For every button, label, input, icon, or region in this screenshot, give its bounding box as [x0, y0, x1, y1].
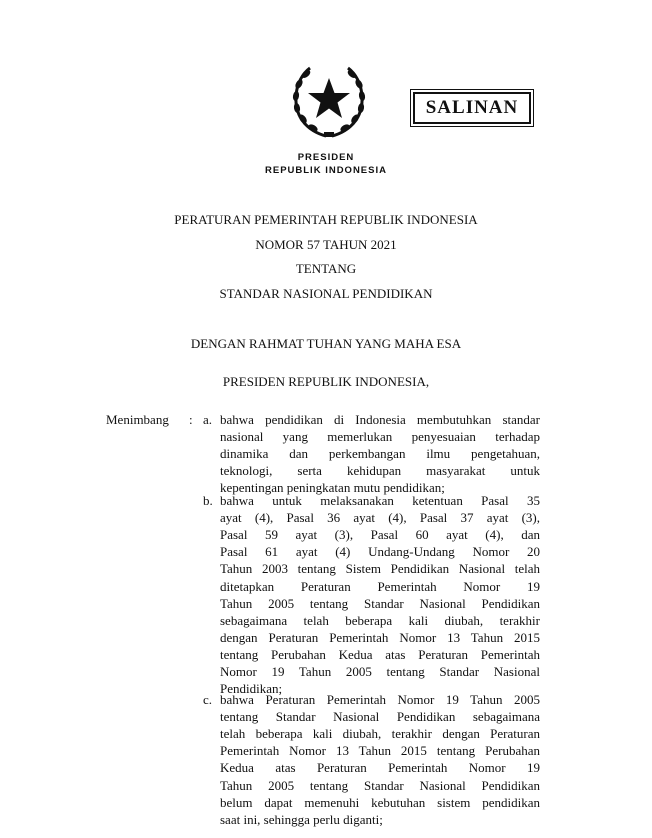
considering-item-line: dinamika dan perkembangan ilmu pengetahuan, — [220, 446, 540, 462]
considering-item-line: Tahun 2003 tentang Sistem Pendidikan Nasional telah — [220, 561, 540, 577]
considering-item-marker: b. — [203, 493, 213, 508]
considering-item-line: belum dapat memenuhi kebutuhan sistem pendidikan — [220, 794, 540, 810]
considering-item-line: sebagaimana telah beberapa kali diubah, terakhir — [220, 612, 540, 628]
considering-item-line: Pasal 59 ayat (3), Pasal 60 ayat (4), dan — [220, 527, 540, 543]
republic-label: REPUBLIK INDONESIA — [265, 165, 387, 176]
considering-colon: : — [189, 412, 193, 427]
considering-item-marker: a. — [203, 412, 213, 427]
considering-item-line: Tahun 2005 tentang Standar Nasional Pendidikan — [220, 777, 540, 793]
regulation-title: PERATURAN PEMERINTAH REPUBLIK INDONESIA — [174, 212, 478, 227]
considering-item-line: saat ini, sehingga perlu diganti; — [220, 811, 383, 827]
considering-item-line: telah beberapa kali diubah, terakhir dengan Peraturan — [220, 726, 540, 742]
regulation-about: TENTANG — [295, 261, 357, 276]
president-label: PRESIDEN — [297, 152, 355, 163]
considering-item-line: tentang Perubahan Kedua atas Peraturan Pemerintah — [220, 646, 540, 662]
considering-label: Menimbang — [106, 412, 169, 427]
considering-item-line: bahwa pendidikan di Indonesia membutuhkan standar — [220, 412, 540, 427]
salinan-stamp: SALINAN — [413, 92, 531, 124]
considering-item-line: tentang Standar Nasional Pendidikan sebagaimana — [220, 709, 540, 725]
considering-item-line: bahwa untuk melaksanakan ketentuan Pasal 35 — [220, 493, 540, 508]
regulation-subject: STANDAR NASIONAL PENDIDIKAN — [219, 286, 433, 301]
considering-item-line: Tahun 2005 tentang Standar Nasional Pendidikan — [220, 595, 540, 611]
considering-item-line: Pemerintah Nomor 13 Tahun 2015 tentang Perubahan — [220, 743, 540, 759]
considering-item-line: kepentingan peningkatan mutu pendidikan; — [220, 480, 445, 496]
considering-item-line: Kedua atas Peraturan Pemerintah Nomor 19 — [220, 760, 540, 776]
blessing-line: DENGAN RAHMAT TUHAN YANG MAHA ESA — [190, 336, 462, 351]
considering-item-marker: c. — [203, 692, 213, 707]
considering-item-line: Pasal 61 ayat (4) Undang-Undang Nomor 20 — [220, 544, 540, 560]
considering-item-line: dengan Peraturan Pemerintah Nomor 13 Tahun 2015 — [220, 629, 540, 645]
considering-item-line: teknologi, serta kehidupan masyarakat untuk — [220, 463, 540, 479]
considering-item-line: Nomor 19 Tahun 2005 tentang Standar Nasional — [220, 664, 540, 679]
regulation-number: NOMOR 57 TAHUN 2021 — [255, 237, 397, 252]
national-emblem-icon — [288, 58, 370, 140]
considering-item-line: Pendidikan; — [220, 681, 283, 697]
issuer-line: PRESIDEN REPUBLIK INDONESIA, — [222, 374, 430, 389]
considering-item-line: ayat (4), Pasal 36 ayat (4), Pasal 37 ayat (3), — [220, 510, 540, 526]
considering-item-line: bahwa Peraturan Pemerintah Nomor 19 Tahun 2005 — [220, 692, 540, 707]
considering-item-line: nasional yang memerlukan penyesuaian terhadap — [220, 429, 540, 445]
considering-item-line: ditetapkan Peraturan Pemerintah Nomor 19 — [220, 578, 540, 594]
